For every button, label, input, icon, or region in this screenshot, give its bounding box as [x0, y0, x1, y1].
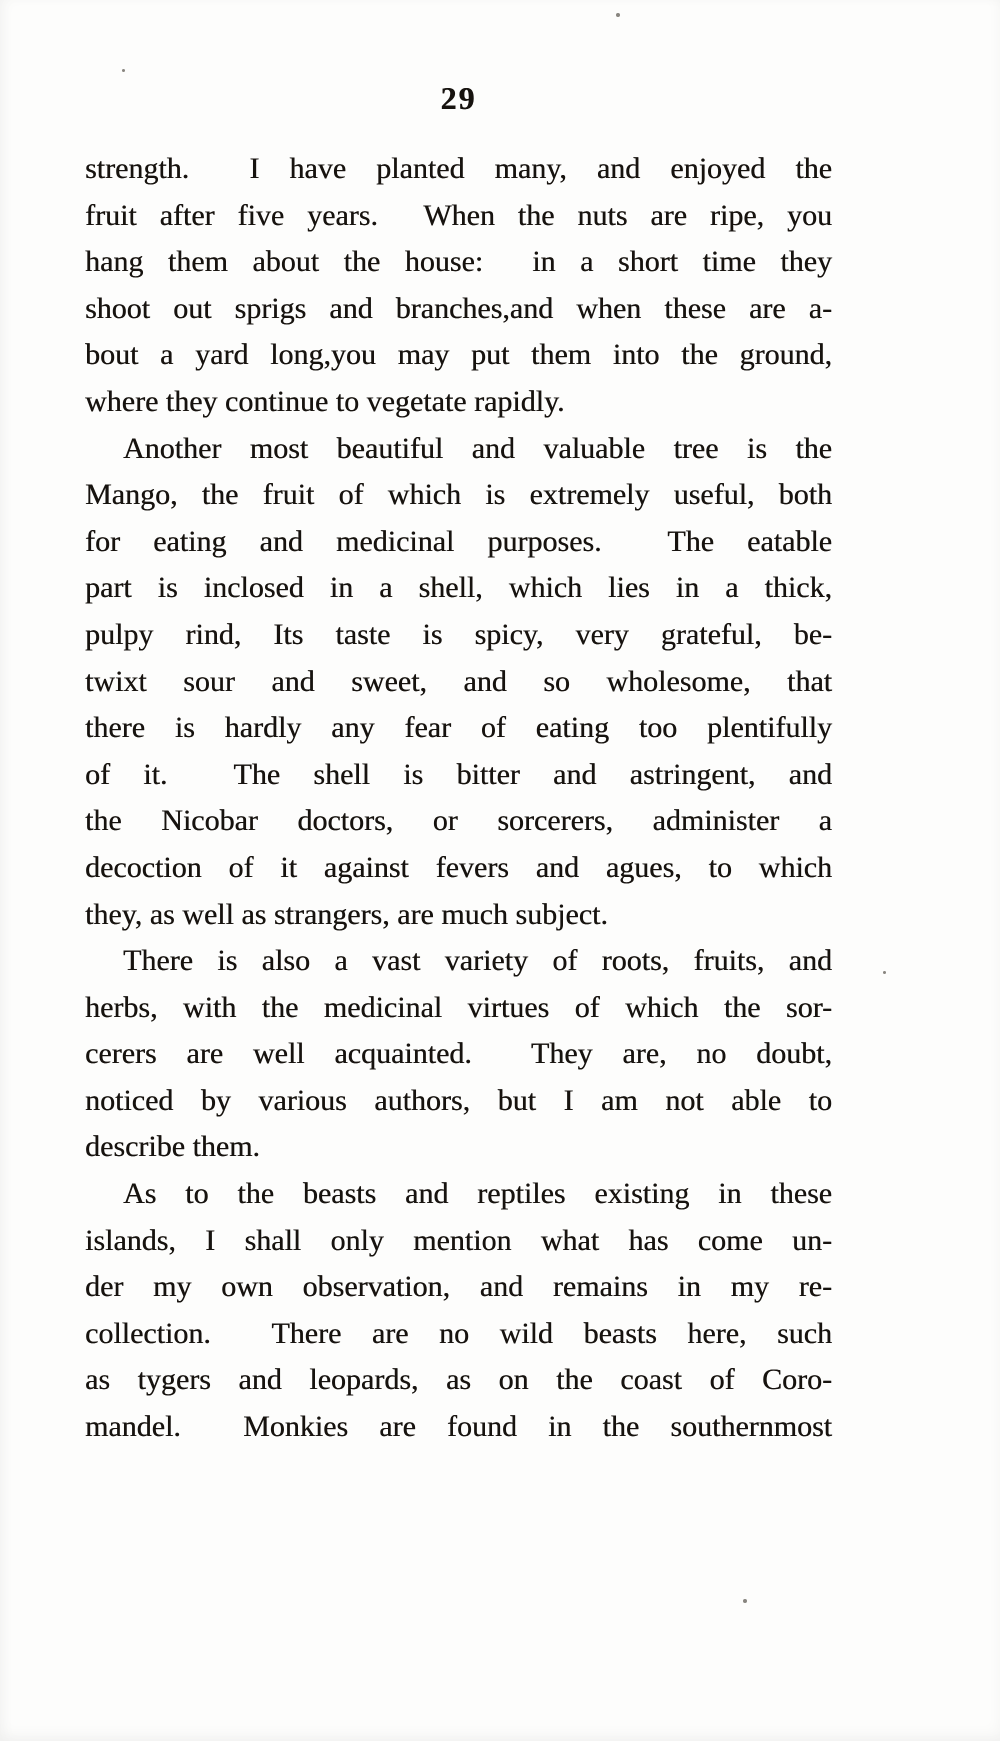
text-line: herbs, with the medicinal virtues of which the sor- [85, 990, 832, 1024]
text-line: hang them about the house: in a short time they [85, 245, 832, 279]
text-line: part is inclosed in a shell, which lies in a thick, [85, 571, 832, 605]
text-line: of it. The shell is bitter and astringent, and [85, 757, 832, 791]
text-line: the Nicobar doctors, or sorcerers, administer a [85, 804, 832, 838]
text-line: describe them. [85, 1130, 260, 1164]
text-line: twixt sour and sweet, and so wholesome, that [85, 664, 832, 698]
text-line: strength. I have planted many, and enjoyed the [85, 152, 832, 185]
text-line: they, as well as strangers, are much subject. [85, 897, 608, 931]
text-line: where they continue to vegetate rapidly. [85, 384, 565, 418]
text-line: noticed by various authors, but I am not able to [85, 1083, 832, 1117]
scan-speck [743, 1599, 747, 1603]
text-line: bout a yard long,you may put them into the ground, [85, 338, 832, 372]
text-line: Mango, the fruit of which is extremely useful, both [85, 478, 832, 512]
text-line: fruit after five years. When the nuts are ripe, you [85, 198, 832, 232]
text-line: decoction of it against fevers and agues, to which [85, 850, 832, 884]
text-line: for eating and medicinal purposes. The eatable [85, 524, 832, 558]
text-line: as tygers and leopards, as on the coast of Coro- [85, 1363, 832, 1397]
page-number: 29 [440, 80, 477, 116]
text-line: there is hardly any fear of eating too plentifully [85, 711, 832, 745]
text-line: There is also a vast variety of roots, fruits, and [123, 944, 832, 978]
text-line: mandel. Monkies are found in the southernmost [85, 1410, 832, 1444]
page-text [85, 146, 832, 1451]
text-line: As to the beasts and reptiles existing in these [123, 1177, 832, 1211]
scan-speck [616, 13, 620, 17]
scan-speck [883, 971, 886, 974]
text-line: der my own observation, and remains in my re- [85, 1270, 832, 1304]
scan-speck [122, 69, 125, 72]
text-line: cerers are well acquainted. They are, no doubt, [85, 1037, 832, 1071]
text-line: collection. There are no wild beasts here, such [85, 1316, 832, 1350]
text-line: shoot out sprigs and branches,and when these are a- [85, 291, 832, 325]
text-line: islands, I shall only mention what has come un- [85, 1223, 832, 1257]
text-line: pulpy rind, Its taste is spicy, very grateful, be- [85, 617, 832, 651]
text-line: Another most beautiful and valuable tree is the [123, 431, 832, 465]
